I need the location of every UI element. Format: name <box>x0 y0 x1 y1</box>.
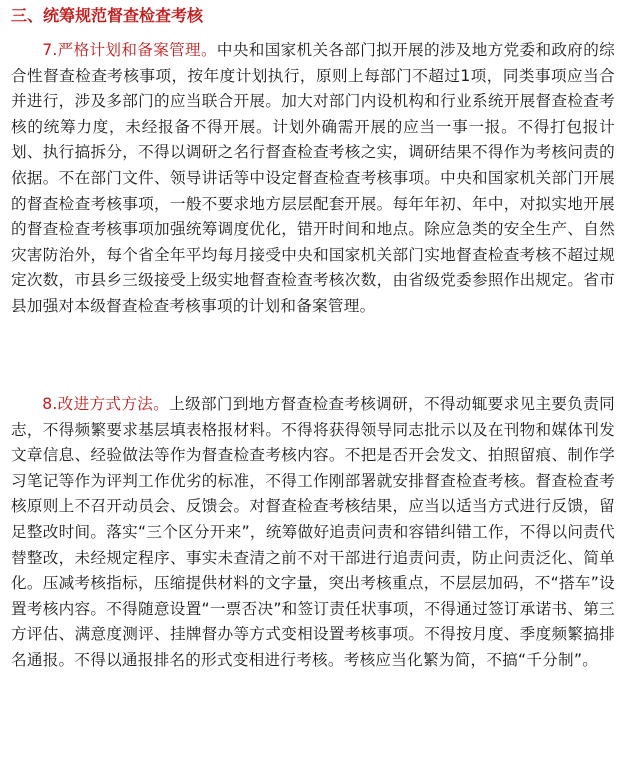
paragraph-improve-methods <box>11 392 615 674</box>
paragraph-lead-title: 8.改进方式方法。 <box>42 395 170 413</box>
paragraph-body-text: 中央和国家机关各部门拟开展的涉及地方党委和政府的综合性督查检查考核事项，按年度计划执行，原则上每部门不超过1项，同类事项应当合并进行，涉及多部门的应当联合开展。加大对部门内设机构和行业系统开展督查检查考核的统筹力度，未经报备不得开展。计划外确需开展的应当一事一报。不得打包报计划、执行搞拆分，不得以调研之名行督查检查考核之实，调研结果不得作为考核问责的依据。不在部门文件、领导讲话等中设定督查检查考核事项。中央和国家机关部门开展的督查检查考核事项，一般不要求地方层层配套开展。每年年初、年中，对拟实地开展的督查检查考核事项加强统筹调度优化，错开时间和地点。除应急类的安全生产、自然灾害防治外，每个省全年平均每月接受中央和国家机关部门实地督查检查考核不超过规定次数，市县乡三级接受上级实地督查检查考核次数，由省级党委参照作出规定。省市县加强对本级督查检查考核事项的计划和备案管理。 <box>11 41 615 315</box>
paragraph-body-text: 上级部门到地方督查检查考核调研，不得动辄要求见主要负责同志，不得频繁要求基层填表格报材料。不得将获得领导同志批示以及在刊物和媒体刊发文章信息、经验做法等作为督查检查考核内容。不把是否开会发文、拍照留痕、制作学习笔记等作为评判工作优劣的标准，不得工作刚部署就安排督查检查考核。督查检查考核原则上不召开动员会、反馈会。对督查检查考核结果，应当以适当方式进行反馈，留足整改时间。落实“三个区分开来”，统筹做好追责问责和容错纠错工作，不得以问责代替整改，未经规定程序、事实未查清之前不对干部进行追责问责，防止问责泛化、简单化。压减考核指标，压缩提供材料的文字量，突出考核重点，不层层加码，不“搭车”设置考核内容。不得随意设置“一票否决”和签订责任状事项，不得通过签订承诺书、第三方评估、满意度测评、挂牌督办等方式变相设置考核事项。不得按月度、季度频繁搞排名通报。不得以通报排名的形式变相进行考核。考核应当化繁为简，不搞“千分制”。 <box>11 395 615 669</box>
paragraph-lead-title: 7.严格计划和备案管理。 <box>42 41 217 59</box>
paragraph-planning-filing <box>11 38 615 320</box>
section-heading: 三、统筹规范督查检查考核 <box>11 6 204 25</box>
